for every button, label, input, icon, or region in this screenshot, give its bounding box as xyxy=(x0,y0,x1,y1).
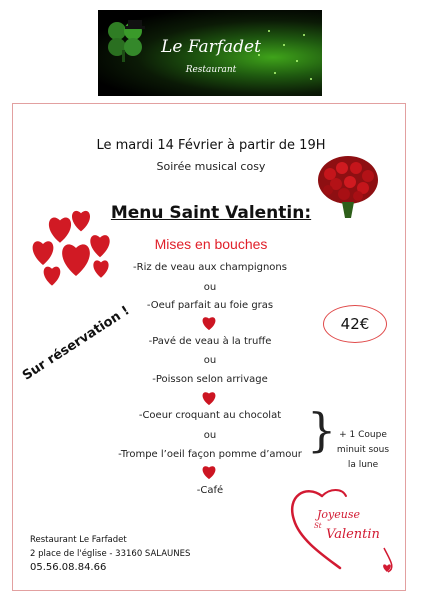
event-subtitle: Soirée musical cosy xyxy=(156,160,266,173)
valentine-stamp xyxy=(284,486,404,574)
menu-separator: ou xyxy=(203,282,217,293)
reservation-note: Sur réservation ! xyxy=(20,303,133,384)
menu-item: -Poisson selon arrivage xyxy=(152,374,268,385)
menu-item: -Café xyxy=(196,485,224,496)
menu-item: -Coeur croquant au chocolat xyxy=(138,410,282,421)
menu-separator: ou xyxy=(203,430,217,441)
restaurant-contact xyxy=(30,533,190,575)
restaurant-logo xyxy=(98,10,322,96)
menu-separator: ou xyxy=(203,355,217,366)
dessert-note-line: + 1 Coupe xyxy=(339,430,387,440)
menu-item: -Pavé de veau à la truffe xyxy=(148,336,272,347)
logo-subtitle: Restaurant xyxy=(185,65,237,75)
heart-divider-icon xyxy=(200,315,218,331)
dessert-note-line: la lune xyxy=(347,460,379,470)
price-badge: 42€ xyxy=(323,305,387,343)
menu-item: -Riz de veau aux champignons xyxy=(133,262,287,273)
stamp-line: Joyeuse xyxy=(317,508,360,521)
menu-item: -Trompe l’oeil façon pomme d’amour xyxy=(118,449,302,460)
restaurant-address: 2 place de l'église - 33160 SALAUNES xyxy=(30,549,191,559)
heart-divider-icon xyxy=(200,464,218,480)
menu-title: Menu Saint Valentin: xyxy=(110,203,312,223)
restaurant-phone: 05.56.08.84.66 xyxy=(30,562,107,573)
logo-name: Le Farfadet xyxy=(161,37,261,57)
dessert-note xyxy=(328,428,398,473)
stamp-line: St xyxy=(314,522,322,530)
heart-divider-icon xyxy=(200,390,218,406)
clover-icon xyxy=(102,16,148,62)
restaurant-name: Restaurant Le Farfadet xyxy=(30,535,127,545)
section-title: Mises en bouches xyxy=(154,236,268,252)
event-date: Le mardi 14 Février à partir de 19H xyxy=(96,138,326,153)
menu-item: -Oeuf parfait au foie gras xyxy=(146,300,274,311)
dessert-note-line: minuit sous xyxy=(336,445,390,455)
dessert-brace: } xyxy=(307,403,337,457)
stamp-line: Valentin xyxy=(326,527,380,542)
